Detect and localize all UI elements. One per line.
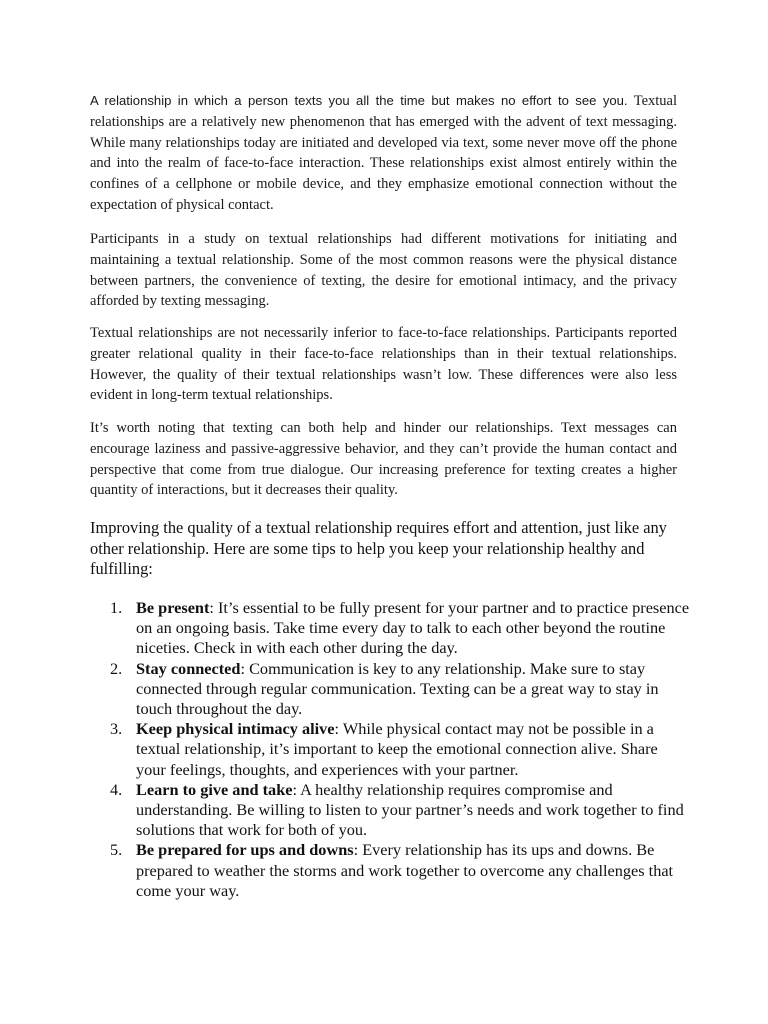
tip-title: Keep physical intimacy alive <box>136 719 335 739</box>
paragraph-definition <box>90 91 677 216</box>
definition-body: Textual relationships are a relatively new phenomenon that has emerged with the advent of text messaging. While many relationships today are initiated and developed via text, some never move off the phone and into the realm of face-to-face interaction. These relationships exist almost entirely within the confines of a cellphone or mobile device, and they emphasize emotional connection without the expectation of physical contact. <box>90 93 677 213</box>
list-item <box>90 598 690 659</box>
list-item <box>90 719 690 780</box>
tip-text: : A healthy relationship requires compromise and understanding. Be willing to listen to your partner’s needs and work together to find solutions that work for both of you. <box>136 779 684 840</box>
definition-lead: A relationship in which a person texts you all the time but makes no effort to see you. <box>90 93 628 108</box>
list-number: 2. <box>110 658 123 678</box>
tip-text: : Every relationship has its ups and downs. Be prepared to weather the storms and work together to overcome any challenges that come your way. <box>136 840 674 900</box>
paragraph-motivations: Participants in a study on textual relationships had different motivations for initiating and maintaining a textual relationship. Some of the most common reasons were the physical distance between partners, the convenience of texting, the desire for emotional intimacy, and the privacy afforded by texting messaging. <box>90 231 677 310</box>
tip-text: : Communication is key to any relationship. Make sure to stay connected through regular communication. Texting can be a great way to stay in touch throughout the day. <box>136 658 659 719</box>
tip-text: : It’s essential to be fully present for your partner and to practice presence on an ongoing basis. Take time every day to talk to each other beyond the routine niceties. Check in with each other during the day. <box>136 598 690 658</box>
tip-title: Stay connected <box>136 658 241 678</box>
list-item <box>90 840 690 901</box>
paragraph-quality: Textual relationships are not necessarily inferior to face-to-face relationships. Participants reported greater relational quality in their face-to-face relationships than in their textual relationships. However, the quality of their textual relationships wasn’t low. These differences were also less evident in long-term textual relationships. <box>90 325 677 404</box>
tips-list <box>90 598 690 901</box>
list-item <box>90 780 690 841</box>
list-item <box>90 659 690 720</box>
list-number: 4. <box>110 779 123 799</box>
tip-title: Be prepared for ups and downs <box>136 840 354 860</box>
tip-text: : While physical contact may not be possible in a textual relationship, it’s important to keep the emotional connection alive. Share your feelings, thoughts, and experiences with your partner. <box>136 719 658 779</box>
paragraph-help-hinder: It’s worth noting that texting can both help and hinder our relationships. Text messages can encourage laziness and passive-aggressive behavior, and they can’t provide the human contact and perspective that come from true dialogue. Our increasing preference for texting creates a higher quantity of interactions, but it decreases their quality. <box>90 420 677 499</box>
list-number: 5. <box>110 840 123 860</box>
list-number: 1. <box>110 598 123 617</box>
tip-title: Be present <box>136 598 210 617</box>
list-number: 3. <box>110 719 123 739</box>
tip-title: Learn to give and take <box>136 779 293 799</box>
tips-intro: Improving the quality of a textual relationship requires effort and attention, just like any other relationship. Here are some tips to help you keep your relationship healthy and fulfilling: <box>90 518 667 579</box>
